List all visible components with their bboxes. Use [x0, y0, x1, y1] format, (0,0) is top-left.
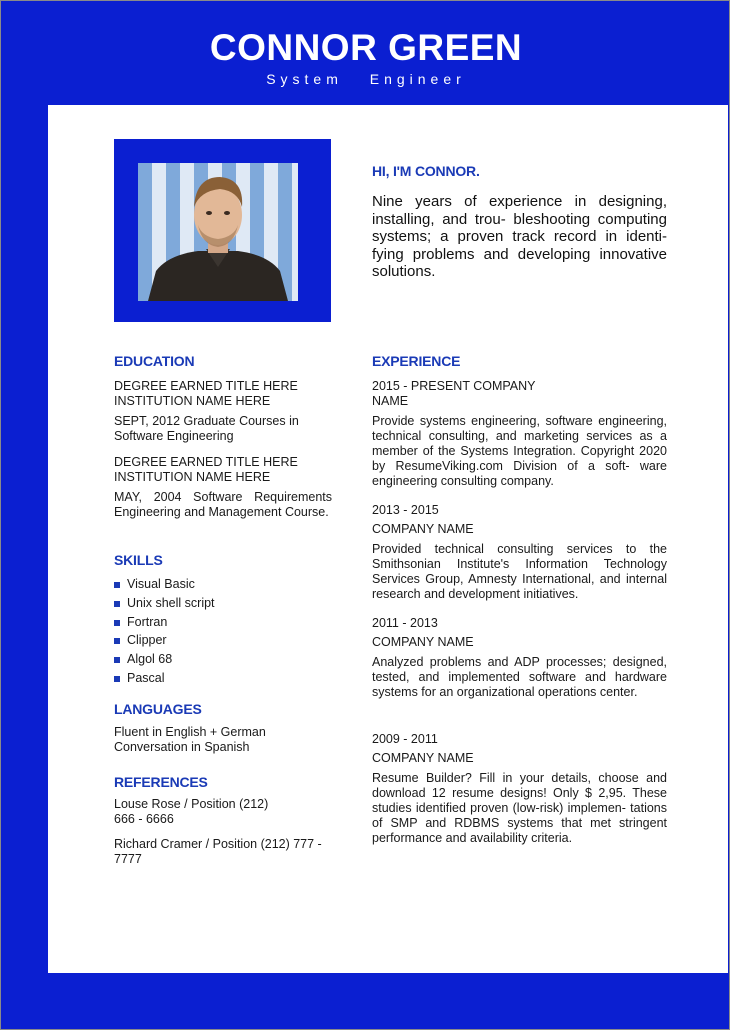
- skill-item: Visual Basic: [114, 577, 334, 592]
- square-bullet-icon: [114, 638, 120, 644]
- experience-period: 2011 - 2013: [372, 616, 438, 630]
- experience-period: 2009 - 2011: [372, 732, 438, 746]
- skill-item: Clipper: [114, 633, 334, 648]
- square-bullet-icon: [114, 620, 120, 626]
- square-bullet-icon: [114, 657, 120, 663]
- photo-frame: [114, 139, 331, 322]
- skill-item: Fortran: [114, 615, 334, 630]
- reference-entry: Louse Rose / Position (212) 666 - 6666: [114, 797, 269, 826]
- skill-item: Algol 68: [114, 652, 334, 667]
- resume-header: [1, 1, 730, 105]
- education-detail: MAY, 2004 Software Requirements Engineering and Management Course.: [114, 490, 332, 519]
- experience-company: COMPANY NAME: [372, 635, 474, 649]
- skills-list: [114, 577, 334, 690]
- square-bullet-icon: [114, 601, 120, 607]
- experience-description: Analyzed problems and ADP processes; designed, tested, and implemented software and hardware systems for an organizational operations center.: [372, 655, 667, 699]
- intro-greeting: HI, I'M CONNOR.: [372, 163, 480, 179]
- experience-company: COMPANY NAME: [372, 751, 474, 765]
- intro-text: Nine years of experience in designing, installing, and trou- bleshooting computing systems; a proven track record in identi- fying problems and developing innovative solutions.: [372, 193, 667, 280]
- experience-heading: EXPERIENCE: [372, 353, 461, 369]
- skill-item: Pascal: [114, 671, 334, 686]
- education-detail: SEPT, 2012 Graduate Courses in Software Engineering: [114, 414, 299, 443]
- skills-heading: SKILLS: [114, 552, 163, 568]
- candidate-title: System Engineer: [266, 71, 466, 87]
- experience-description: Provided technical consulting services to the Smithsonian Institute's Information Technology Services Group, Amnesty International, and internal research and development initiatives.: [372, 542, 667, 601]
- square-bullet-icon: [114, 582, 120, 588]
- skill-item: Unix shell script: [114, 596, 334, 611]
- education-degree-title: DEGREE EARNED TITLE HERE: [114, 455, 298, 469]
- languages-heading: LANGUAGES: [114, 701, 202, 717]
- experience-company: COMPANY NAME: [372, 522, 474, 536]
- references-heading: REFERENCES: [114, 774, 208, 790]
- language-line: Conversation in Spanish: [114, 740, 250, 754]
- language-line: Fluent in English + German: [114, 725, 266, 739]
- education-institution: INSTITUTION NAME HERE: [114, 470, 271, 484]
- experience-period: 2015 - PRESENT COMPANY NAME: [372, 379, 536, 408]
- education-heading: EDUCATION: [114, 353, 195, 369]
- profile-photo: [138, 163, 298, 301]
- square-bullet-icon: [114, 676, 120, 682]
- experience-description: Resume Builder? Fill in your details, choose and download 12 resume designs! Only $ 2,95. These studies identified proven (low-risk) implemen- tations of SMP and RDBMS systems that met stringent performance and availability criteria.: [372, 771, 667, 845]
- candidate-name: CONNOR GREEN: [209, 27, 523, 68]
- education-institution: INSTITUTION NAME HERE: [114, 394, 271, 408]
- experience-period: 2013 - 2015: [372, 503, 439, 517]
- experience-description: Provide systems engineering, software engineering, technical consulting, and marketing services as a member of the Systems Integration. Copyright 2020 by ResumeViking.com Division of a soft- ware engineering consulting company.: [372, 414, 667, 488]
- education-degree-title: DEGREE EARNED TITLE HERE: [114, 379, 298, 393]
- reference-entry: Richard Cramer / Position (212) 777 - 7777: [114, 837, 322, 866]
